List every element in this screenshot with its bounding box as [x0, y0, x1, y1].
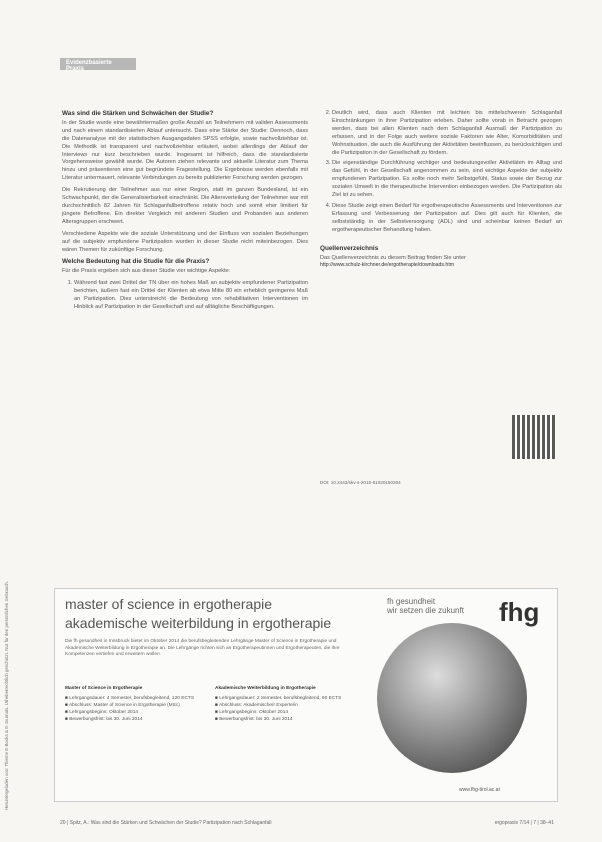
- side-copyright: Heruntergeladen von: Thieme E-Books & E-Journals. Urheberrechtlich geschützt. Nur für den persönlichen Gebrauch.: [4, 580, 9, 810]
- references: [320, 245, 562, 271]
- footer-right: ergopraxis 7/14 | 7 | 38–41: [494, 820, 554, 826]
- heading-practice: Welche Bedeutung hat die Studie für die Praxis?: [62, 258, 210, 266]
- list-item: 2. Deutlich wird, dass auch Klienten mit leichten bis mittelschweren Schlaganfall Einschränkungen in ihrer Partizipation erleben. Daher sollte vorab in Betracht gezogen werden, dass bei allen Klienten nach dem Schlaganfall Ausmaß der Partizipation zu erfassen, und in der Folge auch weitere soziale Faktoren wie Alter, Komorbiditäten und Wohnsituation, die auch die Ausführung der Aktivitäten beeinflussen, zu berücksichtigen und die Partizipation in der Gesellschaft zu fördern.: [332, 110, 562, 157]
- footer: [60, 820, 554, 826]
- ad-item: ■ Lehrgangsdauer: 2 Semester, berufsbegleitend, 60 ECTS: [215, 695, 345, 702]
- heading-strengths: Was sind die Stärken und Schwächen der Studie?: [62, 110, 214, 117]
- ad-item: ■ Abschluss: Akademische/r Experte/in: [215, 702, 345, 709]
- references-title: Quellenverzeichnis: [320, 244, 379, 252]
- ad-text: Die fh gesundheit in Innsbruck bietet im Oktober 2014 die berufsbegleitenden Lehrgänge Master of Science in Ergotherapie und Akademische Weiterbildung in Ergotherapie an. Die Lehrgänge richten sich an Ergotherapeutinnen und Ergotherapeuten, die ihre Kompetenzen vertiefen und erweitern wollen.: [65, 639, 340, 657]
- paragraph: Die Rekrutierung der Teilnehmer aus nur einer Region, statt im ganzen Bundesland, ist ein Schwachpunkt, der die Generalisierbarkeit einschränkt. Die Altersverteilung der Teilnehmer war mit durchschnittlich 82 Jahren für Schlaganfallbetroffene relativ hoch und somit eher limitiert für jüngere Betroffene. Ein direkter Vergleich mit anderen Studien und Probanden aus anderen Altersgruppen erschwert.: [62, 187, 308, 225]
- col-title: Master of Science in Ergotherapie: [65, 686, 143, 691]
- references-text: Das Quellenverzeichnis zu diesem Beitrag finden Sie unter: [320, 254, 466, 261]
- paragraph: Verschiedene Aspekte wie die soziale Unterstützung und der Einfluss von sozialen Beziehungen auf die subjektiv empfundene Partizipation wurden in dieser Studie nicht miteinbezogen. Dies wären Themen für zukünftige Forschung.: [62, 230, 308, 253]
- list-item: 4. Diese Studie zeigt einen Bedarf für ergotherapeutische Assessments und Interventionen zur Erfassung und Verbesserung der Partizipation auf. Dies gilt auch für Klienten, die selbstständig in der Selbstversorgung (ADL) sind und scheinbar keinen Bedarf an ergotherapeutischer Behandlung haben.: [332, 203, 562, 235]
- advertisement[interactable]: [54, 588, 558, 802]
- slogan-line-1: fh gesundheit: [387, 597, 436, 606]
- fhg-logo: fhg: [499, 597, 540, 627]
- ad-item: ■ Lehrgangsbeginn: Oktober 2014: [215, 709, 345, 716]
- ad-item: ■ Abschluss: Master of Science in Ergotherapie (MSc): [65, 702, 195, 709]
- qr-code[interactable]: [512, 415, 556, 459]
- section-tab: Evidenzbasierte Praxis: [60, 58, 136, 70]
- ad-subtitle: akademische weiterbildung in ergotherapie: [65, 615, 332, 631]
- ad-item: ■ Lehrgangsdauer: 4 Semester, berufsbegleitend, 120 ECTS: [65, 695, 195, 702]
- ad-slogan: [387, 597, 464, 615]
- ad-title: master of science in ergotherapie: [65, 596, 272, 612]
- col-title: Akademische Weiterbildung in Ergotherapie: [215, 686, 316, 691]
- globe-image: [377, 623, 527, 773]
- slogan-line-2: wir setzen die zukunft: [387, 606, 464, 615]
- references-link[interactable]: http://www.schulz-kirchner.de/ergotherapie/downloads.htm: [320, 262, 455, 269]
- practice-list-cont: [320, 110, 562, 235]
- list-item: 1. Während fast zwei Drittel der TN über ein hohes Maß an subjektiv empfundener Partizipation berichten, äußern fast ein Drittel der Klienten ab etwa Mitte 80 ein erheblich geringeres Maß an Partizipation. Dies unterstreicht die Bedeutung von rehabilitativen Interventionen im Hinblick auf Partizipation in der Gesellschaft und auf alltägliche Beschäftigungen.: [74, 280, 308, 312]
- ad-url[interactable]: www.fhg-tirol.ac.at: [459, 787, 500, 793]
- paragraph: Für die Praxis ergeben sich aus dieser Studie vier wichtige Aspekte:: [62, 268, 231, 275]
- ad-item: ■ Bewerbungsfrist: bis 30. Juni 2014: [215, 716, 345, 723]
- ad-col-weiterbildung: [215, 685, 345, 723]
- footer-left: 20 | Spitz, A.: Was sind die Stärken und Schwächen der Studie? Partizipation nach Schlaganfall: [60, 820, 272, 826]
- doi: DOI: 10.2443/skv-s-2015-51020150304: [320, 480, 401, 485]
- list-item: 3. Die eigenständige Durchführung wichtiger und bedeutungsvoller Aktivitäten im Alltag und das Gefühl, in der Gesellschaft angenommen zu sein, sind wichtige Aspekte der subjektiv empfundenen Partizipation. Es sollte noch mehr Selbstgefühl, Status sowie der Bezug zur sozialen Umwelt in die therapeutische Intervention einbezogen werden. Die Partizipation als Ziel ist zu sehen.: [332, 160, 562, 200]
- ad-item: ■ Lehrgangsbeginn: Oktober 2014: [65, 709, 195, 716]
- paragraph: In der Studie wurde eine bewährtermaßen große Anzahl an Teilnehmern mit validen Assessments und nach einem standardisierten Ablauf untersucht. Dass eine Stärke der Studie: Dennoch, dass die Datenanalyse mit der statistischen Ausgangsdaten SPSS erfolgte, sowie nachvollziehbar ist. Die Methodik ist transparent und nachvollziehbar erläutert, wobei allerdings der Ablauf der Interviews nur kurz beschrieben wurde. Insgesamt ist hilfreich, dass die standardisierte Vorgehensweise gewählt wurde. Die Autoren ziehen relevante und aktuelle Literatur zum Thema hinzu und präsentieren eine gut begründete Fragestellung. Die Ergebnisse werden ebenfalls mit Literatur untermauert, relevante Verbindungen zu bereits publizierter Forschung werden gezogen.: [62, 119, 308, 182]
- ad-item: ■ Bewerbungsfrist: bis 30. Juni 2014: [65, 716, 195, 723]
- left-column: [62, 110, 308, 315]
- ad-col-master: [65, 685, 195, 723]
- practice-list: [62, 280, 308, 312]
- right-column: [320, 110, 562, 270]
